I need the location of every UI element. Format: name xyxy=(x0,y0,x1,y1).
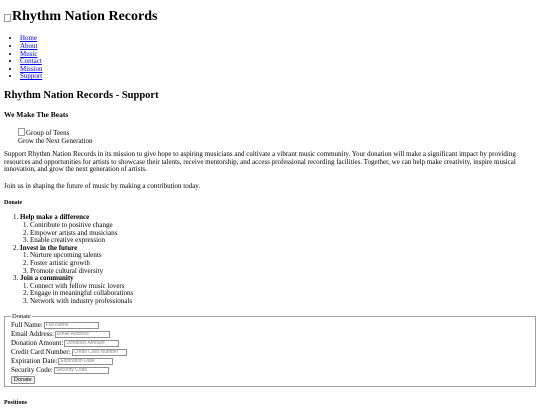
benefit-subitem: 3. Promote cultural diversity xyxy=(30,268,536,276)
benefit-sublist xyxy=(20,252,536,275)
security-code-field[interactable] xyxy=(54,367,109,374)
broken-image-icon xyxy=(18,128,25,136)
nav-link-home[interactable]: Home xyxy=(20,34,38,43)
hero-image xyxy=(18,127,536,137)
benefit-sublist xyxy=(20,283,536,306)
nav-item-music xyxy=(20,51,536,59)
form-legend: Donate xyxy=(12,312,31,320)
tagline: We Make The Beats xyxy=(4,109,69,119)
nav-item-contact xyxy=(20,58,536,66)
nav-link-contact[interactable]: Contact xyxy=(20,57,42,66)
cta-paragraph: Join us in shaping the future of music by making a contribution today. xyxy=(4,181,201,190)
nav-item-mission xyxy=(20,66,536,74)
credit-card-field[interactable] xyxy=(72,349,127,356)
form-row-amount xyxy=(11,339,529,348)
donate-heading: Donate xyxy=(4,199,23,206)
benefit-subitem: 1. Nurture upcoming talents xyxy=(30,252,536,260)
email-field[interactable] xyxy=(55,331,110,338)
hero-image-alt: Group of Teens xyxy=(26,129,70,138)
nav-link-about[interactable]: About xyxy=(20,41,38,50)
security-label: Security Code: xyxy=(11,366,53,375)
donation-form xyxy=(4,313,536,387)
benefits-list xyxy=(4,214,536,305)
benefit-subitem: 1. Connect with fellow music lovers xyxy=(30,283,536,291)
full-name-field[interactable] xyxy=(44,322,99,329)
card-label: Credit Card Number: xyxy=(11,348,71,357)
benefit-subitem: 2. Foster artistic growth xyxy=(30,260,536,268)
form-row-email xyxy=(11,330,529,339)
benefit-sublist xyxy=(20,222,536,245)
main-nav xyxy=(4,35,536,81)
site-logo xyxy=(4,9,536,24)
benefit-title: Invest in the future xyxy=(20,243,78,252)
logo-alt-text: Rhythm Nation Records xyxy=(12,9,158,24)
expiration-label: Expiration Date: xyxy=(11,357,58,366)
broken-image-icon xyxy=(4,14,11,22)
nav-link-mission[interactable]: Mission xyxy=(20,64,43,73)
nav-item-about xyxy=(20,43,536,51)
nav-item-support xyxy=(20,73,536,81)
hero-caption: Grow the Next Generation xyxy=(18,137,93,146)
benefit-subitem: 2. Empower artists and musicians xyxy=(30,230,536,238)
page-title: Rhythm Nation Records - Support xyxy=(4,89,159,101)
amount-label: Donation Amount: xyxy=(11,339,64,348)
donation-amount-field[interactable] xyxy=(64,340,119,347)
nav-link-support[interactable]: Support xyxy=(20,72,43,81)
expiration-date-field[interactable] xyxy=(58,358,113,365)
form-row-card xyxy=(11,348,529,357)
intro-paragraph: Support Rhythm Nation Records in its mission to give hope to aspiring musicians and cultivate a vibrant music community. Your donation will make a significant impact by providing resources and opportunities for artists to showcase their talents, receive mentorship, and access professional recording facilities. Together, we can help make creativity, inspire musical innovation, and grow the next generation of artists. xyxy=(4,150,516,174)
benefit-title: Help make a difference xyxy=(20,213,90,222)
donate-button[interactable]: Donate xyxy=(11,376,35,384)
benefit-subitem: 2. Engage in meaningful collaborations xyxy=(30,290,536,298)
email-label: Email Address: xyxy=(11,330,54,339)
form-row-security xyxy=(11,366,529,375)
benefit-item xyxy=(20,275,536,305)
site-header xyxy=(4,9,536,81)
full-name-label: Full Name: xyxy=(11,321,43,330)
hero-figure xyxy=(18,127,536,145)
positions-heading: Positions xyxy=(4,399,28,406)
benefit-item xyxy=(20,214,536,244)
benefit-title: Join a community xyxy=(20,274,74,283)
benefit-item xyxy=(20,245,536,275)
nav-link-music[interactable]: Music xyxy=(20,49,38,58)
benefit-subitem: 1. Contribute to positive change xyxy=(30,222,536,230)
form-row-full-name xyxy=(11,321,529,330)
main-content xyxy=(4,90,536,407)
nav-item-home xyxy=(20,35,536,43)
form-row-expiration xyxy=(11,357,529,366)
benefit-subitem: 3. Enable creative expression xyxy=(30,237,536,245)
benefit-subitem: 3. Network with industry professionals xyxy=(30,298,536,306)
